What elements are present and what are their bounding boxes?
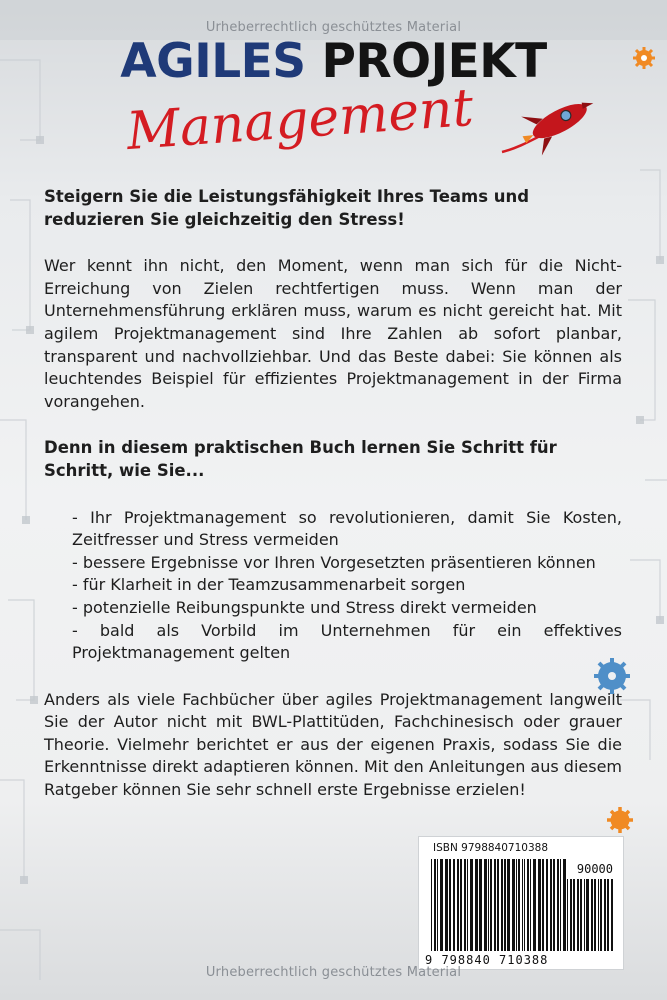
list-item: - bald als Vorbild im Unternehmen für ein effektives Projektmanagement gelten (72, 620, 622, 663)
list-item: - potenzielle Reibungspunkte und Stress direkt vermeiden (72, 597, 537, 617)
blurb-text (44, 186, 622, 802)
cover-subtitle: Management (124, 77, 476, 163)
title-word-projekt: PROJEKT (321, 34, 547, 89)
barcode-bars (431, 859, 567, 953)
list-item: - für Klarheit in der Teamzusammenarbeit sorgen (72, 575, 466, 595)
addon-barcode-bars (567, 879, 613, 951)
benefit-list (44, 507, 622, 665)
price-code: 90000 (576, 862, 613, 876)
blurb-closing: Anders als viele Fachbücher über agiles Projektmanagement langweilt Sie der Autor nicht mit BWL-Plattitüden, Fachchinesisch oder grauer Theorie. Vielmehr berichtet er aus der eigenen Praxis, sodass Sie die Erkenntnisse direkt adaptieren können. Mit den Anleitungen aus diesem Ratgeber können Sie sehr schnell erste Ergebnisse erzielen! (44, 689, 622, 800)
blurb-list-heading: Denn in diesem praktischen Buch lernen Sie Schritt für Schritt, wie Sie... (44, 438, 557, 480)
blue-gear-icon (592, 656, 632, 696)
copyright-watermark-bottom: Urheberrechtlich geschütztes Material (205, 965, 462, 980)
list-item: - bessere Ergebnisse vor Ihren Vorgesetzten präsentieren können (72, 552, 596, 572)
orange-gear-icon (632, 46, 656, 70)
orange-gear-icon (606, 806, 634, 834)
list-item: - Ihr Projektmanagement so revolutionieren, damit Sie Kosten, Zeitfresser und Stress vermeiden (72, 507, 622, 550)
isbn-barcode (418, 836, 624, 970)
copyright-watermark-top: Urheberrechtlich geschütztes Material (205, 20, 462, 35)
blurb-intro: Wer kennt ihn nicht, den Moment, wenn man sich für die Nicht-Erreichung von Zielen rechtfertigen muss. Wenn man der Unternehmensführung erklären muss, warum es nicht gereicht hat. Mit agilem Projektmanagement sind Ihre Zahlen ab sofort planbar, transparent und nachvollziehbar. Und das Beste dabei: Sie können als leuchtendes Beispiel für effizientes Projektmanagement in der Firma vorangehen. (44, 256, 622, 411)
barcode-digits: 9 798840 710388 (425, 953, 549, 967)
isbn-label: ISBN 9798840710388 (433, 842, 549, 854)
title-word-agiles: AGILES (120, 34, 306, 89)
rocket-icon (498, 82, 608, 162)
blurb-lead: Steigern Sie die Leistungsfähigkeit Ihres Teams und reduzieren Sie gleichzeitig den Stress! (44, 187, 530, 229)
